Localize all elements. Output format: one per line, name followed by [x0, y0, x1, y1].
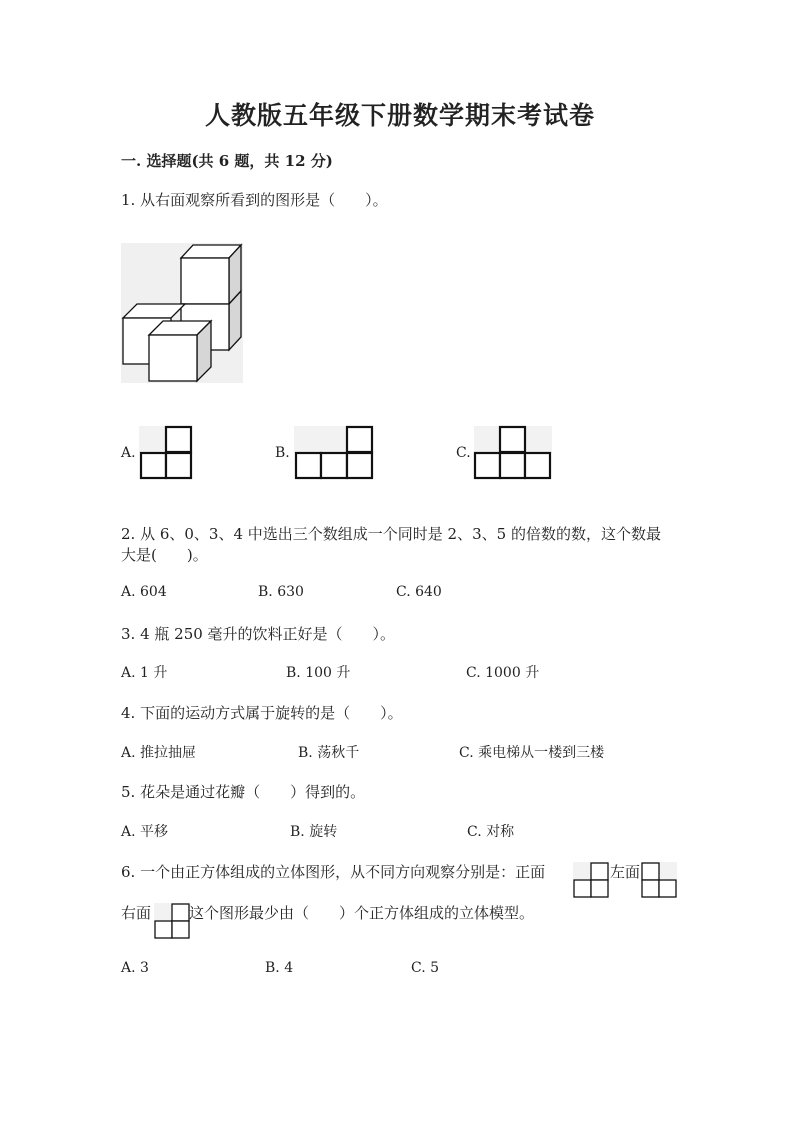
question-2-option-c: C. 640: [396, 584, 442, 600]
question-6-stem-part-4: 这个图形最少由（ ）个正方体组成的立体模型。: [189, 904, 535, 922]
question-6-stem-part-1: 6. 一个由正方体组成的立体图形，从不同方向观察分别是：正面: [121, 863, 546, 881]
question-3-stem: 3. 4 瓶 250 毫升的饮料正好是（ ）。: [121, 625, 396, 643]
question-6-stem-part-2: 左面: [610, 863, 641, 881]
question-6-option-a: A. 3: [121, 960, 149, 976]
section-heading: 一. 选择题(共 6 题，共 12 分): [121, 152, 333, 170]
question-4-option-c: C. 乘电梯从一楼到三楼: [459, 745, 605, 761]
question-5-option-b: B. 旋转: [290, 824, 338, 840]
question-6-stem-part-3: 右面: [121, 904, 152, 922]
question-3-option-a: A. 1 升: [121, 665, 168, 681]
question-1-option-a: A.: [121, 445, 136, 461]
question-6-option-c: C. 5: [411, 960, 440, 976]
question-1-stem: 1. 从右面观察所看到的图形是（ ）。: [121, 191, 388, 209]
option-b-figure: [294, 426, 374, 480]
right-view-figure: [154, 903, 190, 939]
question-1-option-b: B.: [275, 445, 290, 461]
option-c-figure: [474, 426, 552, 480]
question-5-stem: 5. 花朵是通过花瓣（ ）得到的。: [121, 783, 366, 801]
cube-stack-figure: [121, 243, 243, 383]
question-4-option-a: A. 推拉抽屉: [121, 745, 197, 761]
front-view-figure: [573, 862, 609, 898]
question-5-option-a: A. 平移: [121, 824, 169, 840]
question-1-option-c: C.: [456, 445, 471, 461]
question-6-option-b: B. 4: [265, 960, 294, 976]
question-3-option-b: B. 100 升: [286, 665, 351, 681]
question-4-stem: 4. 下面的运动方式属于旋转的是（ ）。: [121, 704, 403, 722]
question-5-option-c: C. 对称: [467, 824, 515, 840]
question-2-option-b: B. 630: [258, 584, 304, 600]
left-view-figure: [641, 862, 677, 898]
question-4-option-b: B. 荡秋千: [298, 745, 360, 761]
option-a-figure: [139, 426, 193, 480]
question-2-option-a: A. 604: [121, 584, 167, 600]
question-2-stem-line-2: 大是( )。: [121, 546, 208, 564]
question-2-stem-line-1: 2. 从 6、0、3、4 中选出三个数组成一个同时是 2、3、5 的倍数的数，这个数最: [121, 525, 661, 543]
question-3-option-c: C. 1000 升: [466, 665, 540, 681]
page-title: 人教版五年级下册数学期末考试卷: [204, 101, 595, 130]
